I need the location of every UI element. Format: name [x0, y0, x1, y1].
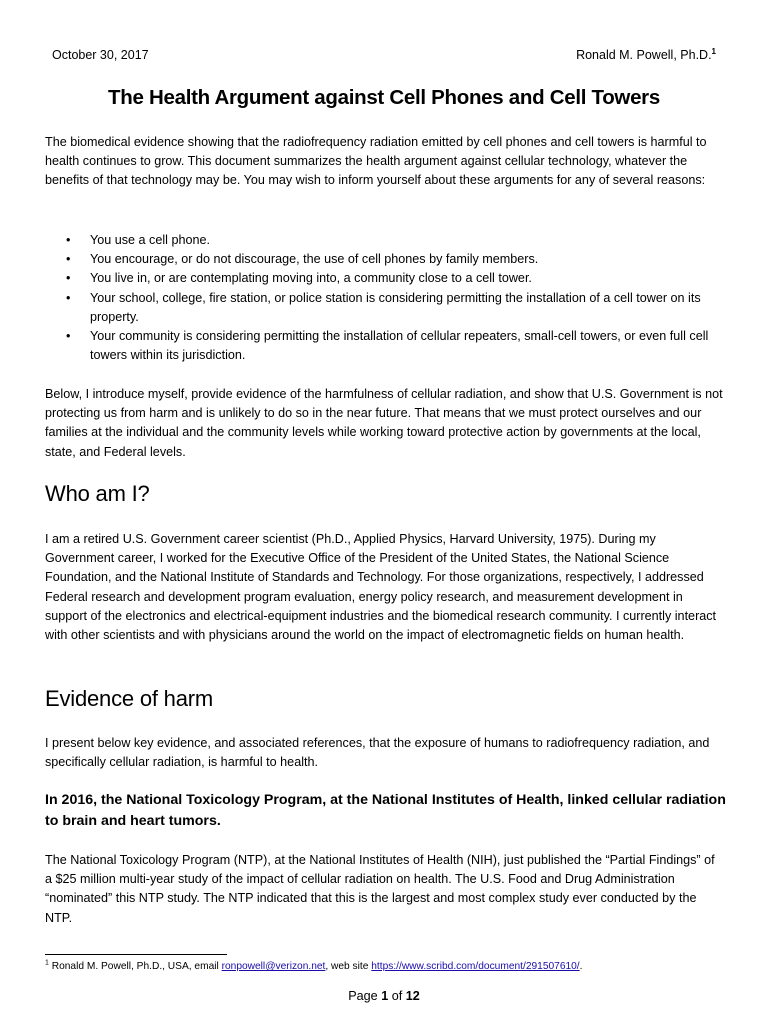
page-label: Page [348, 989, 382, 1003]
intro-paragraph: The biomedical evidence showing that the radiofrequency radiation emitted by cell phones and cell towers is harmful to health continues to grow. This document summarizes the health argument against cellular technology, whatever the benefits of that technology may be. You may wish to inform yourself about these arguments for any of several reasons: [45, 135, 707, 188]
total-pages: 12 [405, 989, 420, 1003]
footnote-divider [45, 954, 227, 955]
document-title: The Health Argument against Cell Phones and Cell Towers [108, 86, 660, 109]
who-paragraph: I am a retired U.S. Government career scientist (Ph.D., Applied Physics, Harvard University, 1975). During my Government career, I worked for the Executive Office of the President of the United States, the National Science Foundation, and the National Institute of Standards and Technology. For those organizations, respectively, I addressed Federal research and development program evaluation, energy policy research, and measurement development in support of the electronics and electrical-equipment industries and the biomedical research community. I currently interact with other scientists and with physicians around the world on the impact of electromagnetic fields on human health. [45, 532, 717, 643]
list-item [60, 231, 710, 250]
footnote-text: Ronald M. Powell, Ph.D., USA, email [48, 961, 222, 972]
author-name: Ronald M. Powell, Ph.D. [576, 48, 712, 62]
list-item-text: You encourage, or do not discourage, the use of cell phones by family members. [90, 252, 539, 267]
list-item [60, 250, 710, 269]
reasons-list [60, 231, 710, 365]
footnote-number: 1 [45, 959, 49, 967]
overview-paragraph: Below, I introduce myself, provide evidence of the harmfulness of cellular radiation, and show that U.S. Government is not protecting us from harm and is unlikely to do so in the near future. That means that we must protect ourselves and our families at the individual and the community levels while working toward protective action by governments at the local, state, and Federal levels. [45, 387, 723, 459]
bullet-icon: • [66, 252, 71, 267]
ntp-paragraph: The National Toxicology Program (NTP), at the National Institutes of Health (NIH), just published the “Partial Findings” of a $25 million multi-year study of the impact of cellular radiation on health. The U.S. Food and Drug Administration “nominated” this NTP study. The NTP indicated that this is the largest and most complex study ever conducted by the NTP. [45, 853, 715, 925]
website-link[interactable]: https://www.scribd.com/document/291507610/ [371, 961, 580, 972]
evidence-heading: Evidence of harm [45, 686, 213, 711]
list-item-text: Your community is considering permitting the installation of cellular repeaters, small-cell towers, or even full cell towers within its jurisdiction. [90, 329, 709, 363]
bullet-icon: • [66, 233, 71, 247]
list-item [60, 289, 710, 327]
current-page: 1 [381, 989, 389, 1003]
bullet-icon: • [66, 329, 71, 344]
who-heading: Who am I? [45, 481, 150, 506]
list-item-text: You use a cell phone. [90, 233, 210, 247]
header-author [576, 48, 716, 62]
evidence-paragraph: I present below key evidence, and associated references, that the exposure of humans to radiofrequency radiation, and specifically cellular radiation, is harmful to health. [45, 736, 710, 770]
ntp-subheading: In 2016, the National Toxicology Program, at the National Institutes of Health, linked cellular radiation to brain and heart tumors. [45, 792, 726, 829]
bullet-icon: • [66, 271, 71, 286]
footnote [45, 961, 582, 972]
list-item [60, 269, 710, 288]
email-link[interactable]: ronpowell@verizon.net [221, 961, 326, 972]
page-number [0, 989, 768, 1003]
list-item-text: You live in, or are contemplating moving into, a community close to a cell tower. [90, 271, 532, 286]
list-item [60, 327, 710, 365]
bullet-icon: • [66, 290, 71, 305]
footnote-text: . [579, 961, 583, 972]
page-of: of [388, 989, 406, 1003]
footnote-text: , web site [325, 961, 372, 972]
list-item-text: Your school, college, fire station, or police station is considering permitting the installation of a cell tower on its property. [90, 290, 701, 324]
footnote-mark[interactable]: 1 [711, 46, 716, 56]
header-date: October 30, 2017 [52, 48, 149, 62]
